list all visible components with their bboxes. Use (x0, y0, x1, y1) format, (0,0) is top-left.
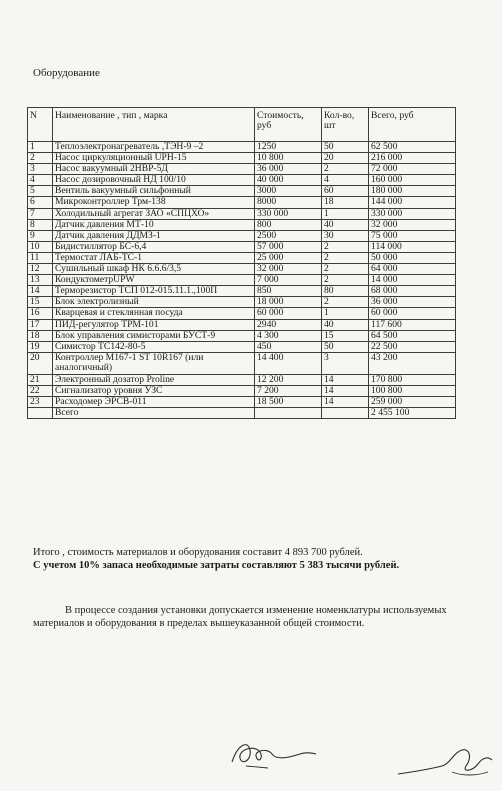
row-cost: 36 000 (255, 164, 322, 175)
row-num: 7 (28, 208, 53, 219)
row-cost: 330 000 (255, 208, 322, 219)
row-num: 20 (28, 352, 53, 374)
summary-total: Итого , стоимость материалов и оборудования составит 4 893 700 рублей. (33, 547, 363, 558)
row-name: Бидистиллятор БС-6,4 (53, 241, 255, 252)
row-cost: 7 200 (255, 385, 322, 396)
row-name: Датчик давления МТ-10 (53, 219, 255, 230)
row-total: 60 000 (369, 308, 456, 319)
row-name: ПИД-регулятор ТРМ-101 (53, 319, 255, 330)
table-row (28, 153, 456, 164)
table-row (28, 297, 456, 308)
row-num: 1 (28, 142, 53, 153)
row-qty: 15 (322, 330, 369, 341)
row-num: 23 (28, 396, 53, 407)
row-total: 144 000 (369, 197, 456, 208)
table-row (28, 230, 456, 241)
table-row (28, 385, 456, 396)
row-cost: 10 800 (255, 153, 322, 164)
row-total: 117 600 (369, 319, 456, 330)
row-total: 64 000 (369, 264, 456, 275)
table-row (28, 275, 456, 286)
row-total: 75 000 (369, 230, 456, 241)
row-num: 18 (28, 330, 53, 341)
row-cost: 18 500 (255, 396, 322, 407)
row-name: Термостат ЛАБ-ТС-1 (53, 252, 255, 263)
total-num-cell (28, 408, 53, 419)
row-num: 2 (28, 153, 53, 164)
table-body (28, 142, 456, 408)
row-total: 43 200 (369, 352, 456, 374)
row-name: Блок электролизный (53, 297, 255, 308)
row-num: 10 (28, 241, 53, 252)
row-total: 100 800 (369, 385, 456, 396)
signature-right (392, 742, 496, 784)
row-name: Блок управления симисторами БУСТ-9 (53, 330, 255, 341)
row-name: Холодильный агрегат ЗАО «СПЦХО» (53, 208, 255, 219)
row-qty: 2 (322, 264, 369, 275)
summary-block (33, 546, 473, 572)
row-num: 4 (28, 175, 53, 186)
row-num: 21 (28, 374, 53, 385)
row-total: 50 000 (369, 252, 456, 263)
row-total: 114 000 (369, 241, 456, 252)
row-total: 62 500 (369, 142, 456, 153)
row-name: Сигнализатор уровня УЗС (53, 385, 255, 396)
table-row (28, 208, 456, 219)
row-num: 17 (28, 319, 53, 330)
row-qty: 1 (322, 208, 369, 219)
row-total: 180 000 (369, 186, 456, 197)
table-row (28, 219, 456, 230)
total-qty-cell (322, 408, 369, 419)
row-name: Терморезистор ТСП 012-015.11.1.,100П (53, 286, 255, 297)
row-num: 6 (28, 197, 53, 208)
table-row (28, 286, 456, 297)
row-cost: 25 000 (255, 252, 322, 263)
row-name: Микроконтроллер Трм-138 (53, 197, 255, 208)
row-qty: 30 (322, 230, 369, 241)
total-label: Всего (53, 408, 255, 419)
header-cost: Стоимость, руб (255, 108, 322, 142)
row-total: 72 000 (369, 164, 456, 175)
row-cost: 1250 (255, 142, 322, 153)
row-name: Симистор ТС142-80-5 (53, 341, 255, 352)
row-cost: 12 200 (255, 374, 322, 385)
table-row (28, 308, 456, 319)
table-row (28, 142, 456, 153)
row-qty: 2 (322, 275, 369, 286)
row-total: 14 000 (369, 275, 456, 286)
row-name: Вентиль вакуумный сильфонный (53, 186, 255, 197)
row-qty: 20 (322, 153, 369, 164)
row-num: 15 (28, 297, 53, 308)
row-num: 11 (28, 252, 53, 263)
row-qty: 2 (322, 297, 369, 308)
row-name: Датчик давления ДДМЗ-1 (53, 230, 255, 241)
row-name: Расходомер ЭРСВ-011 (53, 396, 255, 407)
row-cost: 8000 (255, 197, 322, 208)
table-row (28, 175, 456, 186)
row-total: 330 000 (369, 208, 456, 219)
table-row (28, 341, 456, 352)
table-row (28, 186, 456, 197)
row-qty: 14 (322, 396, 369, 407)
table-row (28, 319, 456, 330)
row-cost: 18 000 (255, 297, 322, 308)
row-total: 216 000 (369, 153, 456, 164)
row-cost: 800 (255, 219, 322, 230)
table-row (28, 164, 456, 175)
row-cost: 14 400 (255, 352, 322, 374)
row-num: 5 (28, 186, 53, 197)
row-qty: 40 (322, 319, 369, 330)
row-num: 12 (28, 264, 53, 275)
total-cost-cell (255, 408, 322, 419)
row-name: Насос вакуумный 2НВР-5Д (53, 164, 255, 175)
row-num: 14 (28, 286, 53, 297)
row-name: Насос дозировочный НД 100/10 (53, 175, 255, 186)
table-row (28, 264, 456, 275)
row-qty: 60 (322, 186, 369, 197)
row-name: Кварцевая и стеклянная посуда (53, 308, 255, 319)
row-qty: 50 (322, 341, 369, 352)
row-cost: 450 (255, 341, 322, 352)
row-cost: 32 000 (255, 264, 322, 275)
table-row (28, 241, 456, 252)
row-name: Электронный дозатор Proline (53, 374, 255, 385)
row-qty: 1 (322, 308, 369, 319)
row-qty: 2 (322, 252, 369, 263)
row-cost: 2500 (255, 230, 322, 241)
row-total: 22 500 (369, 341, 456, 352)
row-cost: 850 (255, 286, 322, 297)
row-name: Сушильный шкаф НК 6.6.6/3,5 (53, 264, 255, 275)
row-num: 16 (28, 308, 53, 319)
row-num: 8 (28, 219, 53, 230)
table-row (28, 330, 456, 341)
table-row (28, 374, 456, 385)
table-header-row (28, 108, 456, 142)
row-total: 36 000 (369, 297, 456, 308)
row-qty: 2 (322, 241, 369, 252)
row-cost: 40 000 (255, 175, 322, 186)
row-total: 170 800 (369, 374, 456, 385)
note-paragraph: В процессе создания установки допускается изменение номенклатуры используемых материалов и оборудования в пределах вышеуказанной общей стоимости. (33, 605, 447, 629)
equipment-table (27, 107, 456, 419)
row-qty: 80 (322, 286, 369, 297)
row-qty: 3 (322, 352, 369, 374)
row-total: 68 000 (369, 286, 456, 297)
row-qty: 4 (322, 175, 369, 186)
row-name: КондуктометрUPW (53, 275, 255, 286)
table-total-row (28, 408, 456, 419)
row-qty: 18 (322, 197, 369, 208)
table-row (28, 252, 456, 263)
section-title: Оборудование (33, 67, 100, 79)
row-total: 160 000 (369, 175, 456, 186)
table-row (28, 197, 456, 208)
row-cost: 60 000 (255, 308, 322, 319)
table-row (28, 396, 456, 407)
row-num: 19 (28, 341, 53, 352)
row-total: 32 000 (369, 219, 456, 230)
total-value: 2 455 100 (369, 408, 456, 419)
row-qty: 2 (322, 164, 369, 175)
row-qty: 40 (322, 219, 369, 230)
header-name: Наименование , тип , марка (53, 108, 255, 142)
row-num: 9 (28, 230, 53, 241)
row-cost: 2940 (255, 319, 322, 330)
row-total: 64 500 (369, 330, 456, 341)
row-cost: 3000 (255, 186, 322, 197)
row-qty: 14 (322, 385, 369, 396)
row-name: Насос циркуляционный UPH-15 (53, 153, 255, 164)
row-cost: 7 000 (255, 275, 322, 286)
row-num: 22 (28, 385, 53, 396)
row-cost: 57 000 (255, 241, 322, 252)
summary-with-reserve: С учетом 10% запаса необходимые затраты составляют 5 383 тысячи рублей. (33, 560, 400, 571)
header-qty: Кол-во, шт (322, 108, 369, 142)
row-num: 13 (28, 275, 53, 286)
row-name: Контроллер М167-1 ST 10R167 (или аналогичный) (53, 352, 255, 374)
header-total: Всего, руб (369, 108, 456, 142)
signature-left (228, 736, 318, 776)
row-total: 259 000 (369, 396, 456, 407)
table-row (28, 352, 456, 374)
row-num: 3 (28, 164, 53, 175)
row-qty: 50 (322, 142, 369, 153)
header-num: N (28, 108, 53, 142)
row-cost: 4 300 (255, 330, 322, 341)
row-name: Теплоэлектронагреватель ,ТЭН-9 –2 (53, 142, 255, 153)
row-qty: 14 (322, 374, 369, 385)
